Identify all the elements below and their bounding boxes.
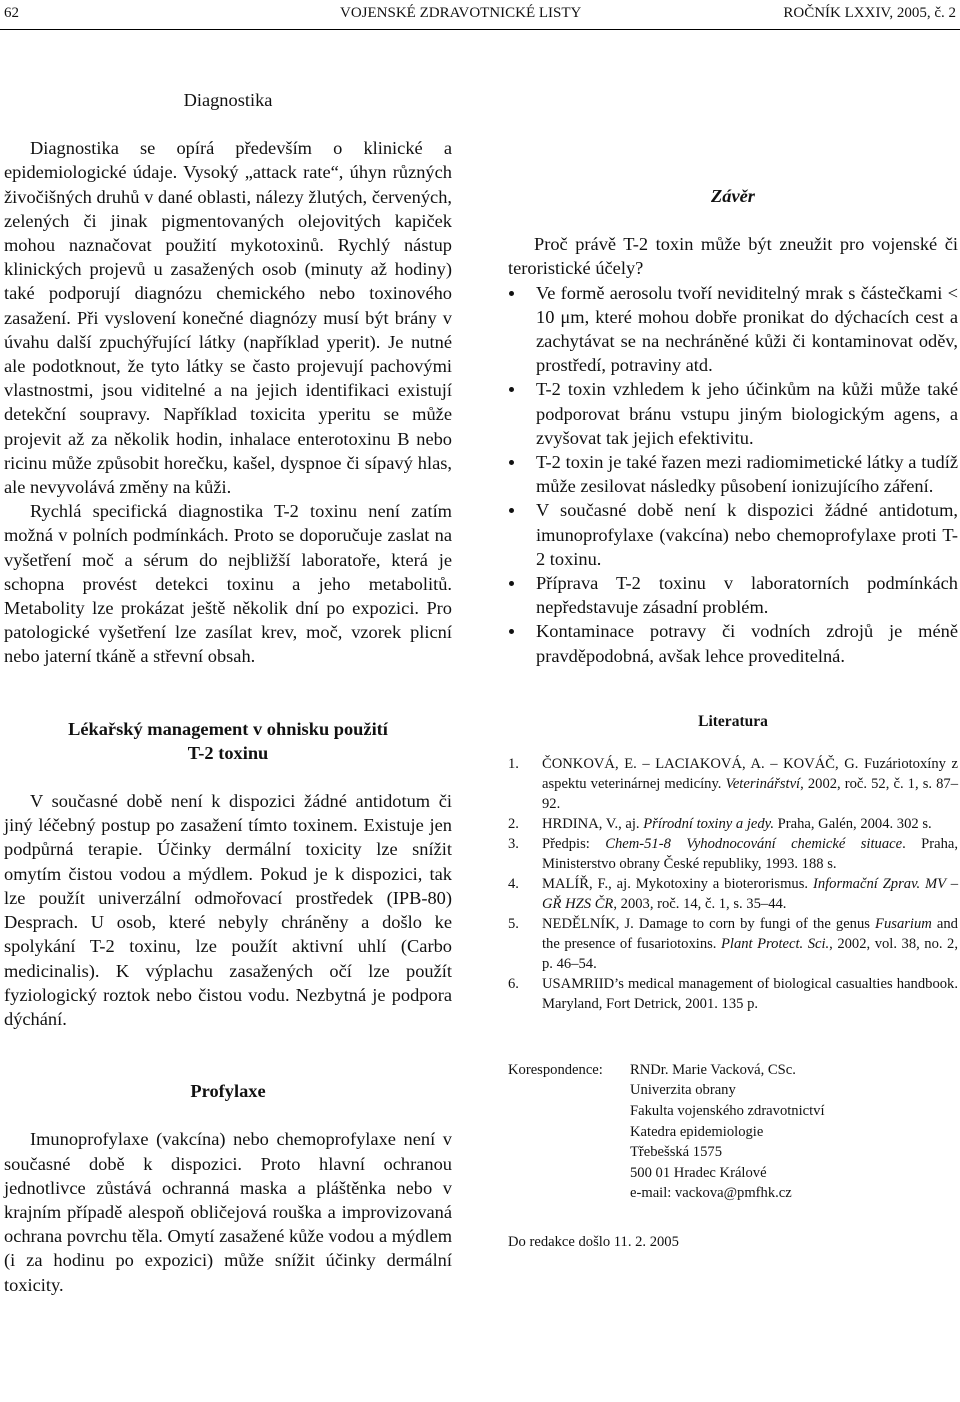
section-title-profylaxe: Profylaxe (190, 1081, 266, 1102)
diagnostika-paragraph-2: Rychlá specifická diagnostika T-2 toxinu není zatím možná v polních podmínkách. Proto se doporučuje zaslat na vyšetření moč a sérum do nejbližší laboratoře, která je schopna provést detekci toxinu a jeho metabolitů. Metabolity lze prokázat ještě několik dní po expozici. Pro patologické vyšetření lze zasílat krev, moč, vzorek plicní nebo jaterní tkáně a střevní obsah. (4, 501, 452, 667)
address-line: 500 01 Hradec Králové (630, 1164, 767, 1181)
reference-item: 1. ČONKOVÁ, E. – LACIAKOVÁ, A. – KOVÁČ, G. Fuzáriotoxíny z aspektu veterinárnej medicíny. Veterinářství, 2002, roč. 52, č. 1, s. 87–92. (508, 755, 959, 812)
bullet-icon (509, 581, 514, 586)
correspondence-label: Korespondence: (508, 1061, 603, 1078)
profylaxe-paragraph: Imunoprofylaxe (vakcína) nebo chemoprofylaxe není v současné době k dispozici. Proto hlavní ochranou jednotlivce zůstává ochranná maska a pláštěnka nebo v krajním případě alespoň obličejová rouška a improvizovaná ochrana povrchu těla. Omytí zasažené kůže vodou a mýdlem (i za hodinu po expozici) může snížit účinky dermální toxicity. (4, 1129, 452, 1295)
list-item: T-2 toxin vzhledem k jeho účinkům na kůži může také podporovat bránu vstupu jiným biologickým agens, a zvyšovat tak jejich efektivitu. (508, 377, 958, 450)
reference-item: 3. Předpis: Chem-51-8 Vyhodnocování chemické situace. Praha, Ministerstvo obrany České republiky, 1993. 188 s. (508, 835, 958, 872)
bullet-icon (509, 387, 514, 392)
email-line: e-mail: vackova@pmfhk.cz (630, 1185, 792, 1202)
bullet-icon (509, 629, 514, 634)
section-title-zaver: Závěr (711, 186, 755, 206)
address-line: RNDr. Marie Vacková, CSc. (630, 1061, 796, 1078)
address-line: Fakulta vojenského zdravotnictví (630, 1103, 825, 1120)
list-item: Kontaminace potravy či vodních zdrojů je méně pravděpodobná, avšak lehce proveditelná. (508, 619, 958, 667)
address-line: Třebešská 1575 (630, 1144, 722, 1161)
received-date: Do redakce došlo 11. 2. 2005 (508, 1234, 679, 1251)
management-paragraph: V současné době není k dispozici žádné antidotum či jiný léčebný postup po zasažení tímto toxinem. Existuje jen podpůrná terapie. Účinky dermální toxicity lze snížit omytím čistou vodou a mýdlem. Pokud je k dispozici, tak lze použít univerzální odmořovací prostředek (IPB-80) Desprach. U osob, které nebyly chráněny a došlo ke spolykání T-2 toxinu, lze použít aktivní uhlí (Carbo medicinalis). K výplachu zasažených očí lze použít fyziologický roztok nebo čistou vodu. Nezbytná je podpora dýchání. (4, 791, 452, 1029)
left-column (4, 88, 452, 1297)
list-item: Příprava T-2 toxinu v laboratorních podmínkách nepředstavuje zásadní problém. (508, 571, 958, 619)
bullet-icon (509, 508, 514, 513)
journal-name: VOJENSKÉ ZDRAVOTNICKÉ LISTY (340, 5, 582, 21)
correspondence-address (630, 1060, 825, 1204)
header-rule (0, 29, 960, 30)
reference-item: 5. NEDĚLNÍK, J. Damage to corn by fungi of the genus Fusarium and the presence of fusariotoxins. Plant Protect. Sci., 2002, vol. 38, no. 2, p. 46–54. (508, 915, 958, 972)
reference-item: 2. HRDINA, V., aj. Přírodní toxiny a jedy. Praha, Galén, 2004. 302 s. (508, 815, 932, 832)
running-header (0, 0, 960, 24)
management-title-line-1: Lékařský management v ohnisku použití (68, 718, 388, 739)
diagnostika-paragraph-1: Diagnostika se opírá především o klinické a epidemiologické údaje. Vysoký „attack rate“, úhyn různých živočišných druhů v dané oblasti, nálezy žlutých, červených, zelených či jinak pigmentovaných olejovitých kapiček mohou naznačovat použití mykotoxinů. Rychlý nástup klinických projevů u zasažených osob (minuty až hodiny) také podporují diagnózu chemického nebo toxinového zasažení. Při vyslovení konečné diagnózy musí být brány v úvahu další zpuchýřující látky (například yperit). Je nutné ale podotknout, že tyto látky se často projevují pachovými vlastnostmi, jsou viditelné a na jejich identifikaci existují detekční soupravy. Například toxicita yperitu se může projevit až za několik hodin, inhalace enterotoxinu B nebo ricinu může způsobit horečku, kašel, dyspnoe či sípavý hlas, ale nevyvolává změny na kůži. (4, 138, 452, 498)
reference-list (508, 754, 958, 1014)
page-number: 62 (4, 5, 19, 21)
zaver-bullet-list (508, 281, 958, 668)
address-line: Katedra epidemiologie (630, 1123, 764, 1140)
section-title-literatura: Literatura (698, 712, 768, 730)
list-item: Ve formě aerosolu tvoří neviditelný mrak s částečkami < 10 μm, které mohou dobře pronikat do dýchacích cest a zachytávat se na nechráněné kůži či kontaminovat oděv, prostředí, potraviny atd. (508, 281, 958, 378)
bullet-icon (509, 291, 514, 296)
right-column (508, 88, 958, 1252)
bullet-icon (509, 460, 514, 465)
zaver-intro: Proč právě T-2 toxin může být zneužit pro vojenské či teroristické účely? (508, 234, 958, 279)
management-title-line-2: T-2 toxinu (187, 742, 269, 763)
list-item: T-2 toxin je také řazen mezi radiomimetické látky a tudíž může zesilovat následky působení ionizujícího záření. (508, 450, 958, 498)
reference-item: 6. USAMRIID’s medical management of biological casualties handbook. Maryland, Fort Detrick, 2001. 135 p. (508, 975, 958, 1012)
issue-info: ROČNÍK LXXIV, 2005, č. 2 (783, 5, 956, 21)
section-title-diagnostika: Diagnostika (183, 90, 273, 110)
address-line: Univerzita obrany (630, 1082, 736, 1099)
list-item: V současné době není k dispozici žádné antidotum, imunoprofylaxe (vakcína) nebo chemoprofylaxe proti T-2 toxinu. (508, 498, 958, 571)
correspondence-block (508, 1060, 958, 1204)
reference-item: 4. MALÍŘ, F., aj. Mykotoxiny a bioterorismus. Informační Zprav. MV – GŘ HZS ČR, 2003, roč. 14, č. 1, s. 35–44. (508, 875, 958, 912)
section-title-management (4, 717, 452, 765)
